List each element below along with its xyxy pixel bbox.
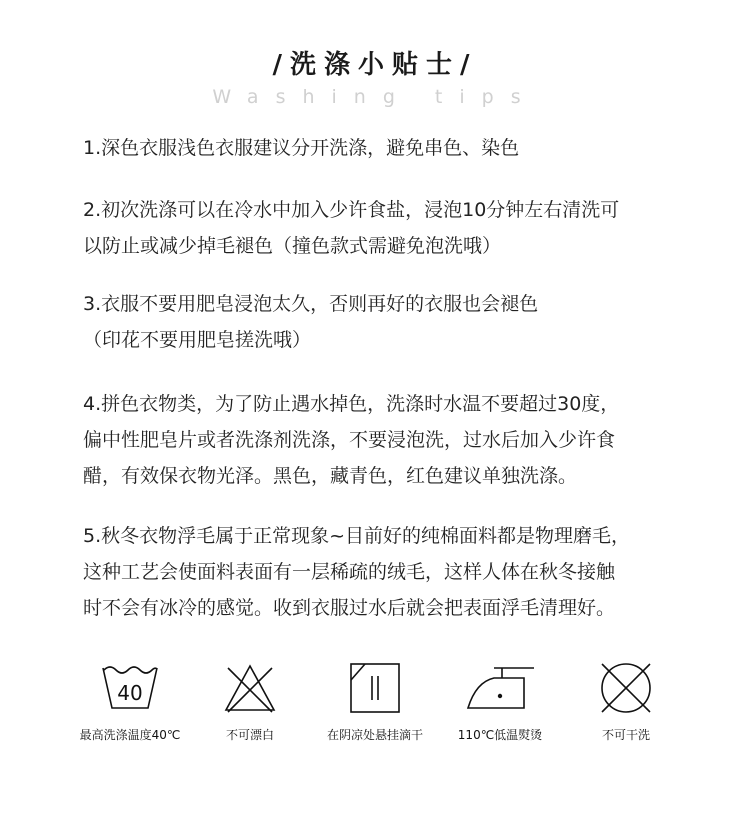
tip-2: [83, 192, 703, 264]
tip-line: 3.衣服不要用肥皂浸泡太久，否则再好的衣服也会褪色: [83, 293, 539, 315]
page-title: /洗涤小贴士/: [272, 50, 478, 80]
tip-4: [83, 386, 703, 494]
tip-line: 5.秋冬衣物浮毛属于正常现象~目前好的纯棉面料都是物理磨毛，: [83, 525, 631, 547]
care-label: 不可干洗: [601, 728, 650, 742]
wash-40-icon: [100, 660, 160, 716]
tip-line: 2.初次洗涤可以在冷水中加入少许食盐，浸泡10分钟左右清洗可: [83, 199, 620, 221]
tip-line: 以防止或减少掉毛褪色（撞色款式需避免泡洗哦）: [83, 235, 502, 257]
care-item-no-dry-clean: [556, 660, 696, 743]
care-label: 110℃低温熨烫: [457, 728, 543, 742]
care-label: 最高洗涤温度40℃: [79, 728, 181, 742]
tip-5: [83, 518, 703, 626]
tip-line: 醋，有效保衣物光泽。黑色，藏青色，红色建议单独洗涤。: [83, 465, 578, 487]
page-subtitle: Washing tips: [212, 86, 538, 108]
iron-110-icon: [460, 660, 540, 716]
tip-line: 4.拼色衣物类，为了防止遇水掉色，洗涤时水温不要超过30度，: [83, 393, 620, 415]
tip-1: [83, 130, 703, 166]
tip-line: 这种工艺会使面料表面有一层稀疏的绒毛，这样人体在秋冬接触: [83, 561, 616, 583]
tip-3: [83, 286, 703, 358]
no-bleach-icon: [220, 660, 280, 716]
care-label: 不可漂白: [225, 728, 274, 742]
wash-temp-text: 40: [117, 681, 143, 705]
tip-line: （印花不要用肥皂搓洗哦）: [83, 329, 312, 351]
tip-line: 时不会有冰冷的感觉。收到衣服过水后就会把表面浮毛清理好。: [83, 597, 616, 619]
care-item-drip-dry: [305, 660, 445, 743]
care-item-wash-40: [60, 660, 200, 743]
no-dry-clean-icon: [596, 660, 656, 716]
care-label: 在阴凉处悬挂滴干: [326, 728, 423, 742]
care-item-iron: [430, 660, 570, 743]
tip-line: 1.深色衣服浅色衣服建议分开洗涤，避免串色、染色: [83, 137, 520, 159]
tip-line: 偏中性肥皂片或者洗涤剂洗涤，不要浸泡洗，过水后加入少许食: [83, 429, 616, 451]
drip-dry-shade-icon: [345, 660, 405, 716]
care-item-no-bleach: [180, 660, 320, 743]
